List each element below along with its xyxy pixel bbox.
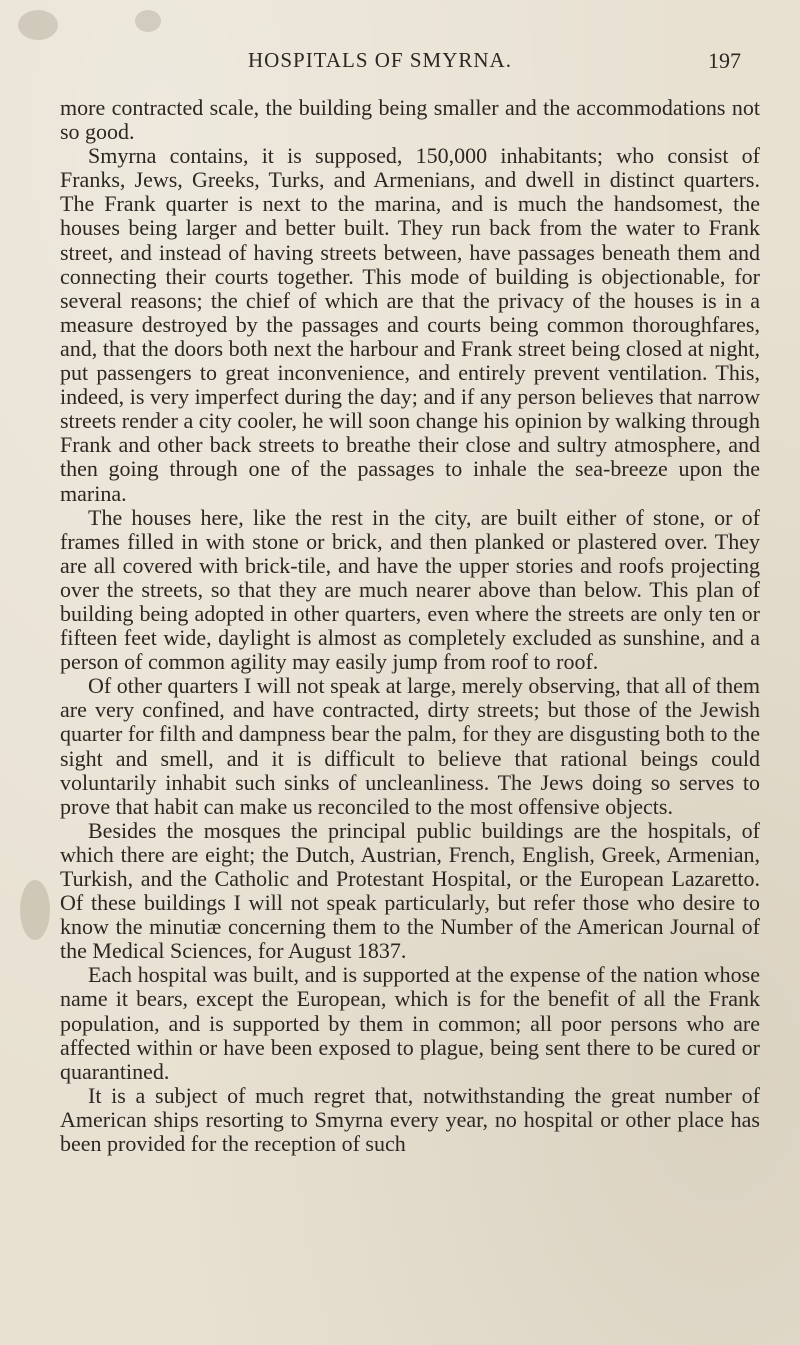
page-header [0,48,800,88]
paragraph: more contracted scale, the building being smaller and the accommodations not so good. [60,95,760,145]
paper-stain [135,10,161,32]
page-number: 197 [708,48,741,73]
paragraph: Each hospital was built, and is supported at the expense of the nation whose name it bears, except the European, which is for the benefit of all the Frank population, and is supported by them in common; all poor persons who are affected within or have been exposed to plague, being sent there to be cured or quarantined. [60,962,760,1084]
paragraph: The houses here, like the rest in the city, are built either of stone, or of frames filled in with stone or brick, and then planked or plastered over. They are all covered with brick-tile, and have the upper stories and roofs projecting over the streets, so that they are much nearer above than below. This plan of building being adopted in other quarters, even where the streets are only ten or fifteen feet wide, daylight is almost as completely excluded as sunshine, and a person of common agility may easily jump from roof to roof. [60,504,760,675]
paragraph: Smyrna contains, it is supposed, 150,000 inhabitants; who consist of Franks, Jews, Greeks, Turks, and Armenians, and dwell in distinct quarters. The Frank quarter is next to the marina, and is much the handsomest, the houses being larger and better built. They run back from the water to Frank street, and instead of having streets between, have passages beneath them and connecting their courts together. This mode of building is objectionable, for several reasons; the chief of which are that the privacy of the houses is in a measure destroyed by the passages and courts being common thoroughfares, and, that the doors both next the harbour and Frank street being closed at night, put passengers to great inconvenience, and entirely prevent ventilation. This, indeed, is very imperfect during the day; and if any person believes that narrow streets render a city cooler, he will soon change his opinion by walking through Frank and other back streets to breathe their close and sultry atmosphere, and then going through one of the passages to inhale the sea-breeze upon the marina. [60,143,760,506]
paragraph: It is a subject of much regret that, notwithstanding the great number of American ships resorting to Smyrna every year, no hospital or other place has been provided for the reception of such [60,1082,760,1157]
paper-stain [20,880,50,940]
paragraph: Besides the mosques the principal public buildings are the hospitals, of which there are eight; the Dutch, Austrian, French, English, Greek, Armenian, Turkish, and the Catholic and Protestant Hospital, or the European Lazaretto. Of these buildings I will not speak particularly, but refer those who desire to know the minutiæ concerning them to the Number of the American Journal of the Medical Sciences, for August 1837. [60,817,760,964]
paragraph: Of other quarters I will not speak at large, merely observing, that all of them are very confined, and have contracted, dirty streets; but those of the Jewish quarter for filth and dampness bear the palm, for they are disgusting both to the sight and smell, and it is difficult to believe that rational beings could voluntarily inhabit such sinks of uncleanliness. The Jews doing so serves to prove that habit can make us reconciled to the most offensive objects. [60,673,760,819]
paper-stain [18,10,58,40]
body-text [60,96,760,1156]
running-title: HOSPITALS OF SMYRNA. [248,48,512,72]
